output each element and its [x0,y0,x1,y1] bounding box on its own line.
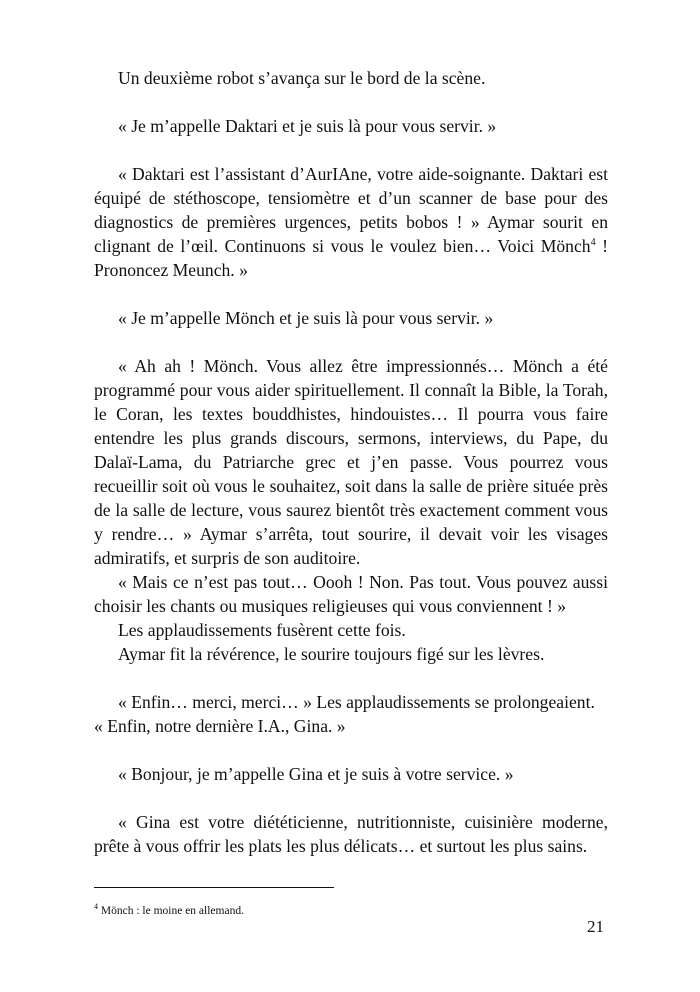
paragraph-gap [94,666,608,690]
footnote [94,904,608,918]
paragraph: « Bonjour, je m’appelle Gina et je suis à votre service. » [118,764,514,784]
paragraph [94,162,608,282]
footnote-text: Mönch : le moine en allemand. [98,905,244,917]
paragraph: « Je m’appelle Mönch et je suis là pour vous servir. » [118,308,494,328]
paragraph-gap [94,282,608,306]
paragraph: « Gina est votre diététicienne, nutritionniste, cuisinière moderne, prête à vous offrir les plats les plus délicats… et surtout les plus sains. [94,812,608,856]
paragraph: Les applaudissements fusèrent cette fois. [118,620,406,640]
body-text [94,66,608,858]
paragraph: « Enfin… merci, merci… » Les applaudissements se prolongeaient. [118,692,595,712]
paragraph-gap [94,138,608,162]
paragraph-gap [94,330,608,354]
paragraph-gap [94,786,608,810]
paragraph: « Mais ce n’est pas tout… Oooh ! Non. Pas tout. Vous pouvez aussi choisir les chants ou musiques religieuses qui vous conviennent ! » [94,572,608,616]
paragraph-gap [94,90,608,114]
paragraph: Un deuxième robot s’avança sur le bord de la scène. [118,68,486,88]
paragraph-text: ! Prononcez Meunch. » [94,236,608,280]
paragraph: « Ah ah ! Mönch. Vous allez être impressionnés… Mönch a été programmé pour vous aider spirituellement. Il connaît la Bible, la Torah, le Coran, les textes bouddhistes, hindouistes… Il pourra vous faire entendre les plus grands discours, sermons, interviews, du Pape, du Dalaï-Lama, du Patriarche grec et j’en passe. Vous pourrez vous recueillir soit où vous le souhaitez, soit dans la salle de prière située près de la salle de lecture, vous saurez bientôt très exactement comment vous y rendre… » Aymar s’arrêta, tout sourire, il devait voir les visages admiratifs, et surpris de son auditoire. [94,356,608,568]
paragraph-text: « Daktari est l’assistant d’AurIAne, votre aide-soignante. Daktari est équipé de stéthoscope, tensiomètre et d’un scanner de base pour des diagnostics de premières urgences, petits bobos ! » Aymar sourit en clignant de l’œil. Continuons si vous le voulez bien… Voici Mönch [94,164,608,256]
page-number: 21 [587,917,604,936]
footnote-number: 4 [94,902,98,912]
paragraph: « Je m’appelle Daktari et je suis là pour vous servir. » [118,116,497,136]
footnote-divider [94,887,334,888]
footnote-reference: 4 [590,237,596,249]
paragraph-gap [94,738,608,762]
paragraph: Aymar fit la révérence, le sourire toujours figé sur les lèvres. [118,644,545,664]
paragraph: « Enfin, notre dernière I.A., Gina. » [94,716,346,736]
